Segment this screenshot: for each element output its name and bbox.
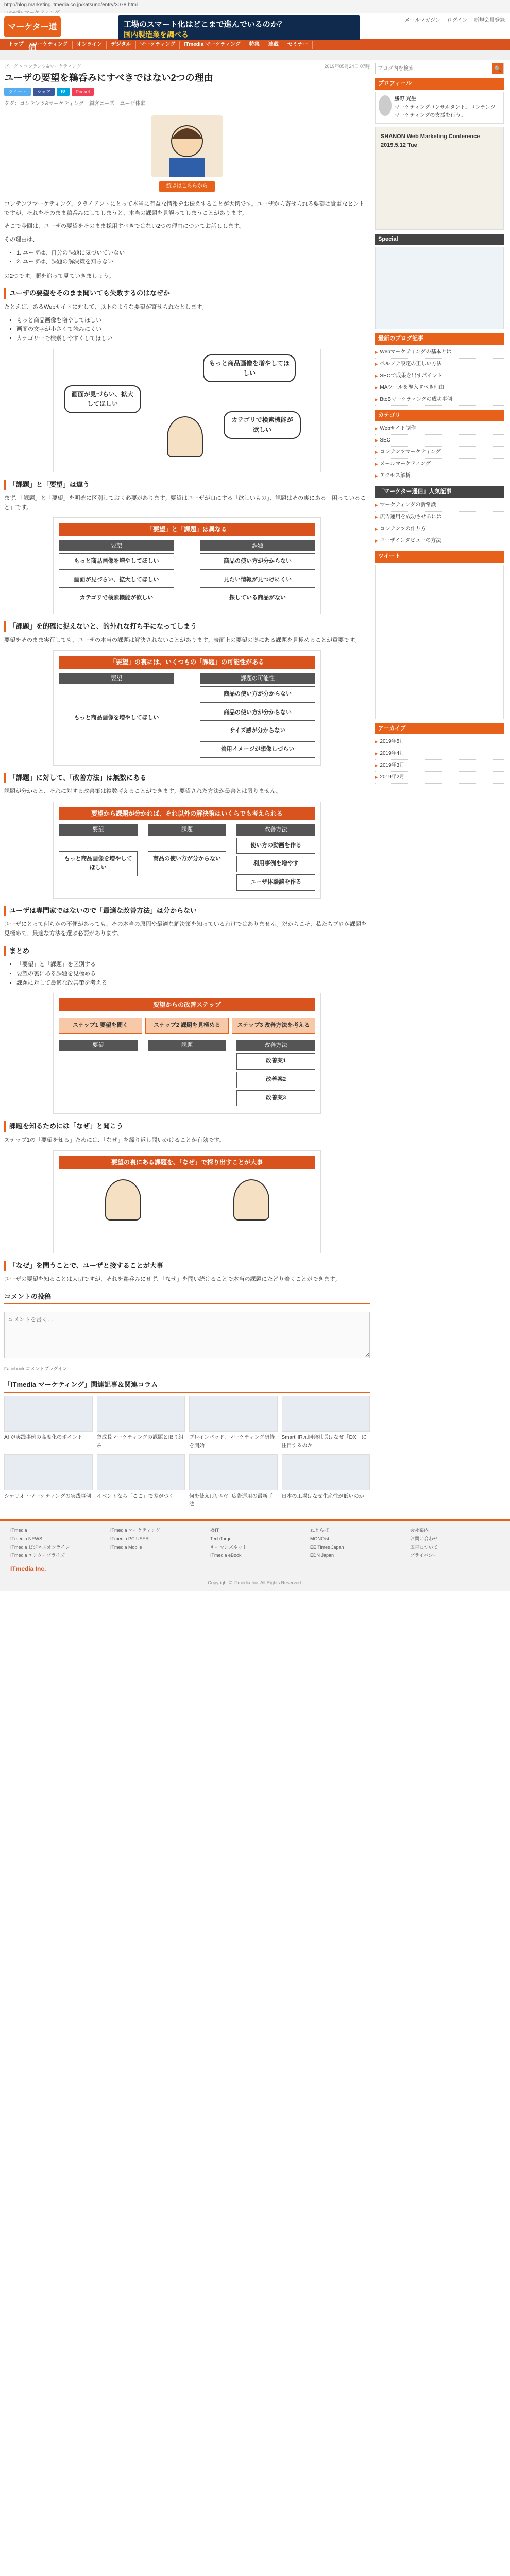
figure-cell: もっと商品画像を増やしてほしい — [59, 710, 174, 726]
related-card[interactable] — [97, 1454, 185, 1509]
profile-box — [375, 92, 504, 124]
nav-item-seminar[interactable]: セミナー — [283, 41, 313, 49]
related-card[interactable] — [189, 1454, 278, 1509]
profile-text: マーケティングコンサルタント。コンテンツマーケティングの支援を行う。 — [394, 104, 496, 118]
list-item: • もっと商品画像を増やしてほしい — [16, 316, 370, 326]
reason-list — [16, 249, 370, 267]
related-thumbnail — [282, 1396, 370, 1432]
nav-item-digital[interactable]: デジタル — [107, 41, 135, 49]
figure-cell: 商品の使い方が分からない — [200, 705, 315, 721]
comment-plugin-label[interactable]: Facebook コメントプラグイン — [4, 1366, 67, 1372]
list-item[interactable]: ▶ 2019年2月 — [375, 772, 504, 784]
nav-item-marketing[interactable]: マーケティング — [28, 41, 73, 49]
category-heading: カテゴリ — [375, 410, 504, 421]
list-item[interactable]: ▶ 広告運用を成功させるには — [375, 512, 504, 523]
copyright: Copyright © ITmedia Inc. All Rights Reserved. — [208, 1580, 302, 1585]
list-item[interactable]: ▶ マーケティングの新常識 — [375, 500, 504, 512]
footer-link[interactable]: ITmedia — [10, 1528, 27, 1533]
related-heading: 「ITmedia マーケティング」関連記事＆関連コラム — [4, 1380, 370, 1393]
related-card-title: AI が実践事例の高度化のポイント — [4, 1435, 83, 1441]
comment-heading: コメントの投稿 — [4, 1292, 370, 1304]
column-header: 課題 — [148, 824, 227, 836]
header-link-register[interactable]: 新規会員登録 — [474, 18, 505, 23]
browser-bar — [0, 0, 510, 13]
list-item[interactable]: ▶ アクセス解析 — [375, 470, 504, 482]
list-item: • 「要望」と「課題」を区別する — [16, 960, 370, 970]
figure-cell: 改善案1 — [236, 1053, 315, 1070]
section-heading: 「課題」と「要望」は違う — [4, 480, 370, 490]
figure-cell: サイズ感が分からない — [200, 723, 315, 739]
news-heading: 最新のブログ記事 — [375, 333, 504, 345]
related-card-title: イベントなら「ここ」で差がつく — [96, 1494, 174, 1500]
header-ad-banner[interactable] — [118, 15, 360, 40]
hero-illustration — [4, 115, 370, 177]
column-header: 改善方法 — [236, 1040, 315, 1052]
figure-cell: 商品の使い方が分からない — [200, 686, 315, 703]
section-heading: 「課題」を的確に捉えないと、的外れな打ち手になってしまう — [4, 621, 370, 632]
article-tags[interactable]: タグ：コンテンツ&マーケティング 顧客ニーズ ユーザ体験 — [4, 101, 146, 107]
footer-link[interactable]: TechTarget — [210, 1536, 233, 1541]
section-paragraph: たとえば、あるWebサイトに対して、以下のような要望が寄せられたとします。 — [4, 304, 208, 311]
search-input[interactable] — [376, 63, 492, 74]
list-item[interactable]: ▶ SEOで成果を出すポイント — [375, 370, 504, 382]
profile-heading: プロフィール — [375, 78, 504, 90]
section-paragraph: ユーザにとって何らかの不便があっても、その本当の原因や最適な解決策を知っているわけではありません。だからこそ、私たちプロが課題を見極めて、最適な方法を選ぶ必要があります。 — [4, 921, 367, 937]
list-item: • 2. ユーザは、課題の解決策を知らない — [16, 258, 370, 267]
news-list — [375, 347, 504, 406]
list-item[interactable]: ▶ BtoBマーケティングの成功事例 — [375, 394, 504, 406]
section-heading: まとめ — [4, 946, 370, 957]
column-header: 改善方法 — [236, 824, 315, 836]
request-list — [16, 316, 370, 344]
share-facebook-button[interactable]: シェア — [33, 88, 55, 96]
related-card-title: 何を使えばいい？ 広告運用の最新手法 — [189, 1494, 273, 1508]
special-heading: Special — [375, 234, 504, 245]
article-title: ユーザの要望を鵜呑みにすべきではない2つの理由 — [4, 73, 213, 83]
column-header: 課題の可能性 — [200, 673, 315, 685]
sidebar-event-ad[interactable] — [375, 127, 504, 230]
column-header: 要望 — [59, 1040, 138, 1052]
archive-heading: アーカイブ — [375, 723, 504, 735]
footer-link[interactable]: ITmedia PC USER — [110, 1536, 149, 1541]
list-item[interactable]: ▶ SEO — [375, 435, 504, 447]
nav-item-top[interactable]: トップ — [4, 41, 28, 49]
section-paragraph: 課題が分かると、それに対する改善策は複数考えることができます。要望された方法が最善とは限りません。 — [4, 788, 282, 795]
nav-item-itmedia-marketing[interactable]: ITmedia マーケティング — [180, 41, 245, 49]
related-thumbnail — [97, 1396, 185, 1432]
list-item: • 画面の文字が小さくて読みにくい — [16, 325, 370, 334]
twitter-heading: ツイート — [375, 551, 504, 563]
figure-title: 「要望」の裏には、いくつもの「課題」の可能性がある — [59, 656, 315, 669]
figure-title: 要望から課題が分かれば、それ以外の解決策はいくらでも考えられる — [59, 807, 315, 820]
related-thumbnail — [189, 1396, 278, 1432]
site-footer — [0, 1519, 510, 1591]
intro-paragraph-2: そこで今回は、ユーザの要望をそのまま採用すべきではない2つの理由についてお話しします。 — [4, 223, 245, 230]
step-box: ステップ2 課題を見極める — [145, 1018, 229, 1034]
ranking-heading: 「マーケター通信」人気記事 — [375, 486, 504, 498]
header-links — [399, 16, 505, 25]
list-item: • 課題に対して最適な改善策を考える — [16, 979, 370, 988]
section-heading: 「課題」に対して、「改善方法」は無数にある — [4, 773, 370, 784]
figure-cell: 探している商品がない — [200, 590, 315, 606]
section-paragraph: ユーザの要望を知ることは大切ですが、それを鵜呑みにせず、「なぜ」を問い続けることで本当の課題にたどり着くことができます。 — [4, 1276, 341, 1283]
figure-title: 「要望」と「課題」は異なる — [59, 523, 315, 536]
article-main — [4, 63, 375, 1509]
list-item[interactable]: ▶ ペルソナ設定の正しい方法 — [375, 359, 504, 370]
intro-paragraph-3: の2つです。順を追って見ていきましょう。 — [4, 273, 115, 279]
footer-link[interactable]: EDN Japan — [310, 1553, 334, 1558]
list-item: • カテゴリーで検索しやすくしてほしい — [16, 334, 370, 344]
related-card[interactable] — [97, 1396, 185, 1450]
section-heading: ユーザの要望をそのまま聞いても失敗するのはなぜか — [4, 288, 370, 299]
footer-link[interactable]: @IT — [210, 1528, 219, 1533]
list-item[interactable]: ▶ Webサイト制作 — [375, 423, 504, 435]
column-header: 課題 — [148, 1040, 227, 1052]
browser-url[interactable]: http://blog.marketing.itmedia.co.jp/katsuno/entry/3078.html — [4, 2, 138, 8]
step-box: ステップ1 要望を聞く — [59, 1018, 142, 1034]
section-paragraph: まず、「課題」と「要望」を明確に区別しておく必要があります。要望はユーザが口にする「欲しいもの」、課題はその裏にある「困っていること」です。 — [4, 495, 366, 511]
speech-bubble: もっと商品画像を増やしてほしい — [203, 354, 296, 382]
footer-link[interactable]: お問い合わせ — [410, 1536, 438, 1541]
ad-subline: 国内製造業を調べる — [124, 30, 189, 39]
breadcrumb[interactable]: ブログ > コンテンツ&マーケティング — [4, 64, 81, 69]
figure-title: 要望の裏にある課題を、「なぜ」で探り出すことが大事 — [59, 1156, 315, 1169]
related-thumbnail — [4, 1454, 93, 1490]
column-header: 要望 — [59, 824, 138, 836]
avatar — [379, 95, 392, 116]
related-card-title: 日本の工場はなぜ生産性が低いのか — [281, 1494, 364, 1500]
figure-cell: 商品の使い方が分からない — [148, 851, 227, 868]
related-thumbnail — [189, 1454, 278, 1490]
section-heading: 「なぜ」を問うことで、ユーザと接することが大事 — [4, 1261, 370, 1272]
header-link-newsletter[interactable]: メールマガジン — [404, 18, 440, 23]
list-item[interactable]: ▶ 2019年3月 — [375, 760, 504, 772]
share-twitter-button[interactable]: ツイート — [4, 88, 31, 96]
list-item[interactable]: ▶ コンテンツマーケティング — [375, 447, 504, 459]
twitter-timeline[interactable] — [375, 565, 504, 719]
hero-person-illustration — [151, 115, 223, 177]
list-item[interactable]: ▶ ユーザインタビューの方法 — [375, 535, 504, 547]
related-articles — [4, 1396, 370, 1509]
person-icon — [151, 115, 223, 177]
figure-cell: 利用事例を増やす — [236, 856, 315, 872]
footer-link[interactable]: 会社案内 — [410, 1528, 429, 1533]
list-item[interactable]: ▶ MAツールを導入すべき理由 — [375, 382, 504, 394]
section-heading: ユーザは専門家ではないので「最適な改善方法」は分からない — [4, 906, 370, 917]
column-header: 要望 — [59, 673, 174, 685]
figure-cell: 画面が見づらい、拡大してほしい — [59, 572, 174, 588]
event-ad-text: SHANON Web Marketing Conference 2019.5.12 Tue — [381, 133, 480, 149]
footer-link[interactable]: キーマンズネット — [210, 1545, 247, 1550]
figure-user-requests — [53, 349, 321, 472]
main-nav — [0, 39, 510, 50]
list-item[interactable]: ▶ メールマーケティング — [375, 459, 504, 470]
archive-list — [375, 736, 504, 784]
ranking-list — [375, 500, 504, 547]
figure-cell: 使い方の動画を作る — [236, 838, 315, 854]
speech-bubble: カテゴリで検索機能が欲しい — [224, 411, 301, 439]
figure-cell: 改善案2 — [236, 1072, 315, 1088]
related-card-title: シナリオ・マーケティングの実践事例 — [4, 1494, 91, 1500]
sidebar-search — [375, 63, 504, 74]
speech-bubble: 画面が見づらい、拡大してほしい — [64, 385, 141, 413]
figure-request-possibilities — [53, 650, 321, 765]
related-thumbnail — [4, 1396, 93, 1432]
footer-link[interactable]: ねとらぼ — [310, 1528, 329, 1533]
footer-link[interactable]: EE Times Japan — [310, 1545, 344, 1550]
comment-input[interactable] — [4, 1312, 370, 1358]
article-date: 2019年05月24日 07時 — [324, 64, 370, 69]
list-item[interactable]: ▶ コンテンツの作り方 — [375, 523, 504, 535]
sidebar — [375, 63, 504, 1509]
step-box: ステップ3 改善方法を考える — [232, 1018, 315, 1034]
nav-item-marketing2[interactable]: マーケティング — [136, 41, 180, 49]
column-header: 要望 — [59, 540, 174, 552]
related-thumbnail — [282, 1454, 370, 1490]
related-card[interactable] — [189, 1396, 278, 1450]
share-hatena-button[interactable]: B! — [57, 88, 70, 96]
related-card-title: ブレインパッド、マーケティング研修を開始 — [189, 1435, 275, 1449]
footer-link[interactable]: ITmedia エンタープライズ — [10, 1553, 65, 1558]
list-item[interactable]: ▶ Webマーケティングの基本とは — [375, 347, 504, 359]
profile-name[interactable]: 勝野 光生 — [394, 96, 417, 102]
nav-item-feature[interactable]: 特集 — [245, 41, 264, 49]
nav-item-online[interactable]: オンライン — [73, 41, 107, 49]
related-card[interactable] — [282, 1454, 370, 1509]
nav-item-series[interactable]: 連載 — [264, 41, 283, 49]
footer-link[interactable]: ITmedia NEWS — [10, 1536, 43, 1541]
list-item[interactable]: ▶ 2019年5月 — [375, 736, 504, 748]
list-item: • 1. ユーザは、自分の課題に気づいていない — [16, 249, 370, 258]
footer-link[interactable]: 広告について — [410, 1545, 438, 1550]
figure-cell: カテゴリで検索機能が欲しい — [59, 590, 174, 606]
column-header: 課題 — [200, 540, 315, 552]
footer-link[interactable]: ITmedia Mobile — [110, 1545, 142, 1550]
intro-paragraph: コンテンツマーケティング、クライアントにとって本当に有益な情報をお伝えすることが大切です。ユーザから寄せられる要望は貴重なヒントですが、それをそのまま鵜呑みにしてしまうと、本当の課題を見誤ってしまうことがあります。 — [4, 201, 365, 216]
figure-cell: もっと商品画像を増やしてほしい — [59, 851, 138, 876]
share-pocket-button[interactable]: Pocket — [72, 88, 94, 96]
figure-improvement-steps — [53, 993, 321, 1114]
footer-link[interactable]: プライバシー — [410, 1553, 438, 1558]
related-card-title: SmartHR元開発社長はなぜ「DX」に注目するのか — [281, 1435, 367, 1449]
ad-headline: 工場のスマート化はどこまで進んでいるのか？ — [124, 20, 286, 29]
figure-cell: 改善案3 — [236, 1090, 315, 1107]
footer-link[interactable]: ITmedia マーケティング — [110, 1528, 160, 1533]
related-card[interactable] — [4, 1454, 93, 1509]
user-illustration — [233, 1179, 269, 1221]
figure-request-vs-issue — [53, 517, 321, 614]
figure-cell: 見たい情報が見つけにくい — [200, 572, 315, 588]
related-card-title: 急成長マーケティングの課題と取り組み — [96, 1435, 184, 1449]
figure-cell: ユーザ体験談を作る — [236, 874, 315, 891]
related-thumbnail — [97, 1454, 185, 1490]
section-paragraph: 要望をそのまま実行しても、ユーザの本当の課題は解決されないことがあります。表面上の要望の奥にある課題を見極めることが重要です。 — [4, 637, 361, 643]
search-icon[interactable]: 🔍 — [492, 63, 503, 74]
sub-nav — [0, 50, 510, 60]
list-item[interactable]: ▶ 2019年4月 — [375, 748, 504, 760]
related-card[interactable] — [4, 1396, 93, 1450]
read-more-button[interactable]: 続きはこちらから — [159, 181, 215, 192]
special-banner[interactable] — [375, 247, 504, 329]
figure-why-question — [53, 1150, 321, 1253]
section-heading: 課題を知るためには「なぜ」と聞こう — [4, 1121, 370, 1132]
list-intro: その理由は、 — [4, 236, 38, 243]
figure-improvement-options — [53, 802, 321, 899]
footer-link[interactable]: ITmedia eBook — [210, 1553, 242, 1558]
category-list — [375, 423, 504, 482]
figure-cell: 商品の使い方が分からない — [200, 553, 315, 570]
figure-cell: もっと商品画像を増やしてほしい — [59, 553, 174, 570]
figure-cell: 着用イメージが想像しづらい — [200, 741, 315, 758]
footer-brand-logo[interactable]: ITmedia Inc. — [10, 1565, 46, 1572]
share-buttons — [4, 88, 370, 96]
user-illustration — [167, 416, 203, 457]
footer-link[interactable]: ITmedia ビジネスオンライン — [10, 1545, 70, 1550]
list-item: • 要望の裏にある課題を見極める — [16, 970, 370, 979]
user-illustration — [105, 1179, 141, 1221]
related-card[interactable] — [282, 1396, 370, 1450]
figure-title: 要望からの改善ステップ — [59, 998, 315, 1011]
footer-link[interactable]: MONOist — [310, 1536, 329, 1541]
site-logo[interactable]: マーケター通信 — [4, 16, 61, 37]
summary-list — [16, 960, 370, 988]
section-paragraph: ステップ1の「要望を知る」ためには、「なぜ」を繰り返し問いかけることが有効です。 — [4, 1137, 225, 1144]
header-link-login[interactable]: ログイン — [447, 18, 468, 23]
